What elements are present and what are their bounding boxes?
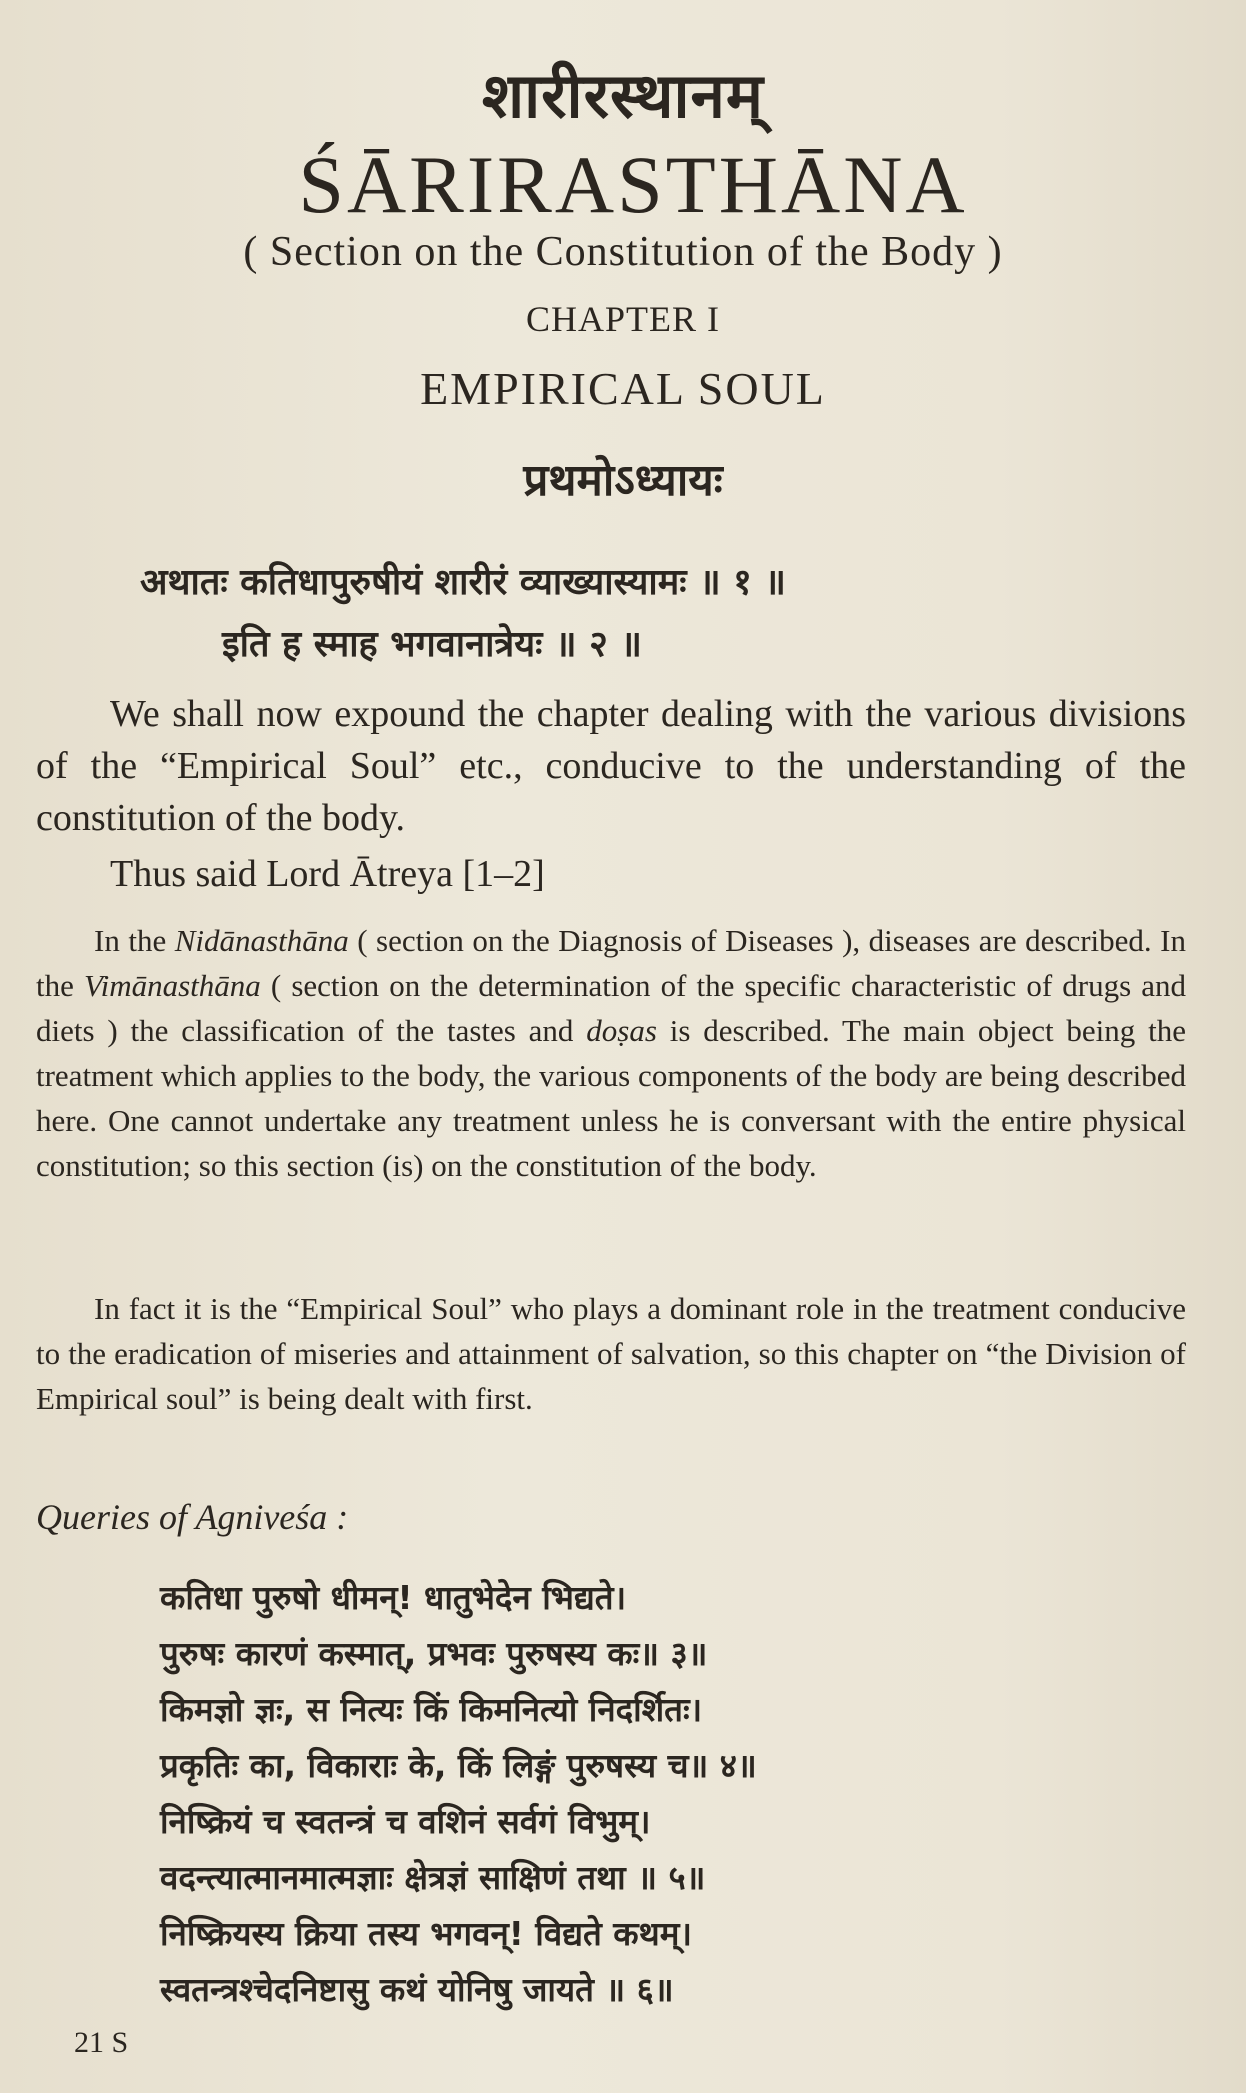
- commentary-paragraph-2: In fact it is the “Empirical Soul” who plays a dominant role in the treatment conducive to the eradication of miseries and attainment of salvation, so this chapter on “the Division of Empirical soul” is being dealt with first.: [36, 1291, 1186, 1416]
- section-subtitle: ( Section on the Constitution of the Body ): [243, 229, 1003, 275]
- sloka-line-3: किमज्ञो ज्ञः, स नित्यः किं किमनित्यो निदर्शितः।: [160, 1690, 703, 1729]
- sloka-line-5: निष्क्रियं च स्वतन्त्रं च वशिनं सर्वगं विभुम्।: [160, 1802, 651, 1841]
- commentary-text: is described. The main object being the treatment which applies to the body, the various components of the body are being described here. One cannot undertake any treatment unless he is conversant with the entire physical constitution; so this section (is) on the constitution of the body.: [36, 1013, 1186, 1183]
- opening-verse-2: इति ह स्माह भगवानात्रेयः ॥ २ ॥: [222, 624, 642, 665]
- sloka-line-2: पुरुषः कारणं कस्मात्, प्रभवः पुरुषस्य कः॥ ३॥: [160, 1634, 708, 1673]
- page-number: 21 S: [74, 2026, 129, 2059]
- term-dosas: doṣas: [586, 1013, 657, 1048]
- sloka-line-6: वदन्त्यात्मानमात्मज्ञाः क्षेत्रज्ञं साक्षिणं तथा ॥ ५॥: [160, 1858, 706, 1897]
- translation-paragraph: We shall now expound the chapter dealing with the various divisions of the “Empirical Soul” etc., conducive to the understanding of the constitution of the body.: [36, 693, 1186, 839]
- sloka-line-4: प्रकृतिः का, विकाराः के, किं लिङ्गं पुरुषस्य च॥ ४॥: [160, 1746, 757, 1785]
- opening-verse-1: अथातः कतिधापुरुषीयं शारीरं व्याख्यास्यामः ॥ १ ॥: [140, 562, 786, 603]
- term-nidanasthana: Nidānasthāna: [174, 923, 349, 958]
- commentary-text: ( section on the Diagnosis of Diseases ), diseases are described. In the: [36, 923, 1186, 1003]
- queries-heading: Queries of Agniveśa :: [36, 1497, 349, 1537]
- devanagari-chapter-title: प्रथमोऽध्यायः: [523, 455, 723, 506]
- commentary-text: In the: [94, 923, 175, 958]
- chapter-title: EMPIRICAL SOUL: [420, 363, 826, 414]
- sloka-line-1: कतिधा पुरुषो धीमन्! धातुभेदेन भिद्यते।: [160, 1578, 627, 1617]
- commentary-text: ( section on the determination of the specific characteristic of drugs and diets ) the classification of the tastes and: [36, 968, 1186, 1048]
- sloka-line-8: स्वतन्त्रश्चेदनिष्टासु कथं योनिषु जायते ॥ ६॥: [160, 1970, 674, 2009]
- commentary-paragraph-1: [36, 918, 1186, 1188]
- chapter-number: CHAPTER I: [525, 299, 720, 339]
- devanagari-section-title: शारीरस्थानम्: [481, 59, 765, 132]
- section-title: ŚĀRIRASTHĀNA: [298, 139, 968, 230]
- term-vimanasthana: Vimānasthāna: [83, 968, 261, 1003]
- translation-attribution: Thus said Lord Ātreya [1–2]: [110, 853, 545, 895]
- sloka-line-7: निष्क्रियस्य क्रिया तस्य भगवन्! विद्यते कथम्।: [160, 1914, 692, 1953]
